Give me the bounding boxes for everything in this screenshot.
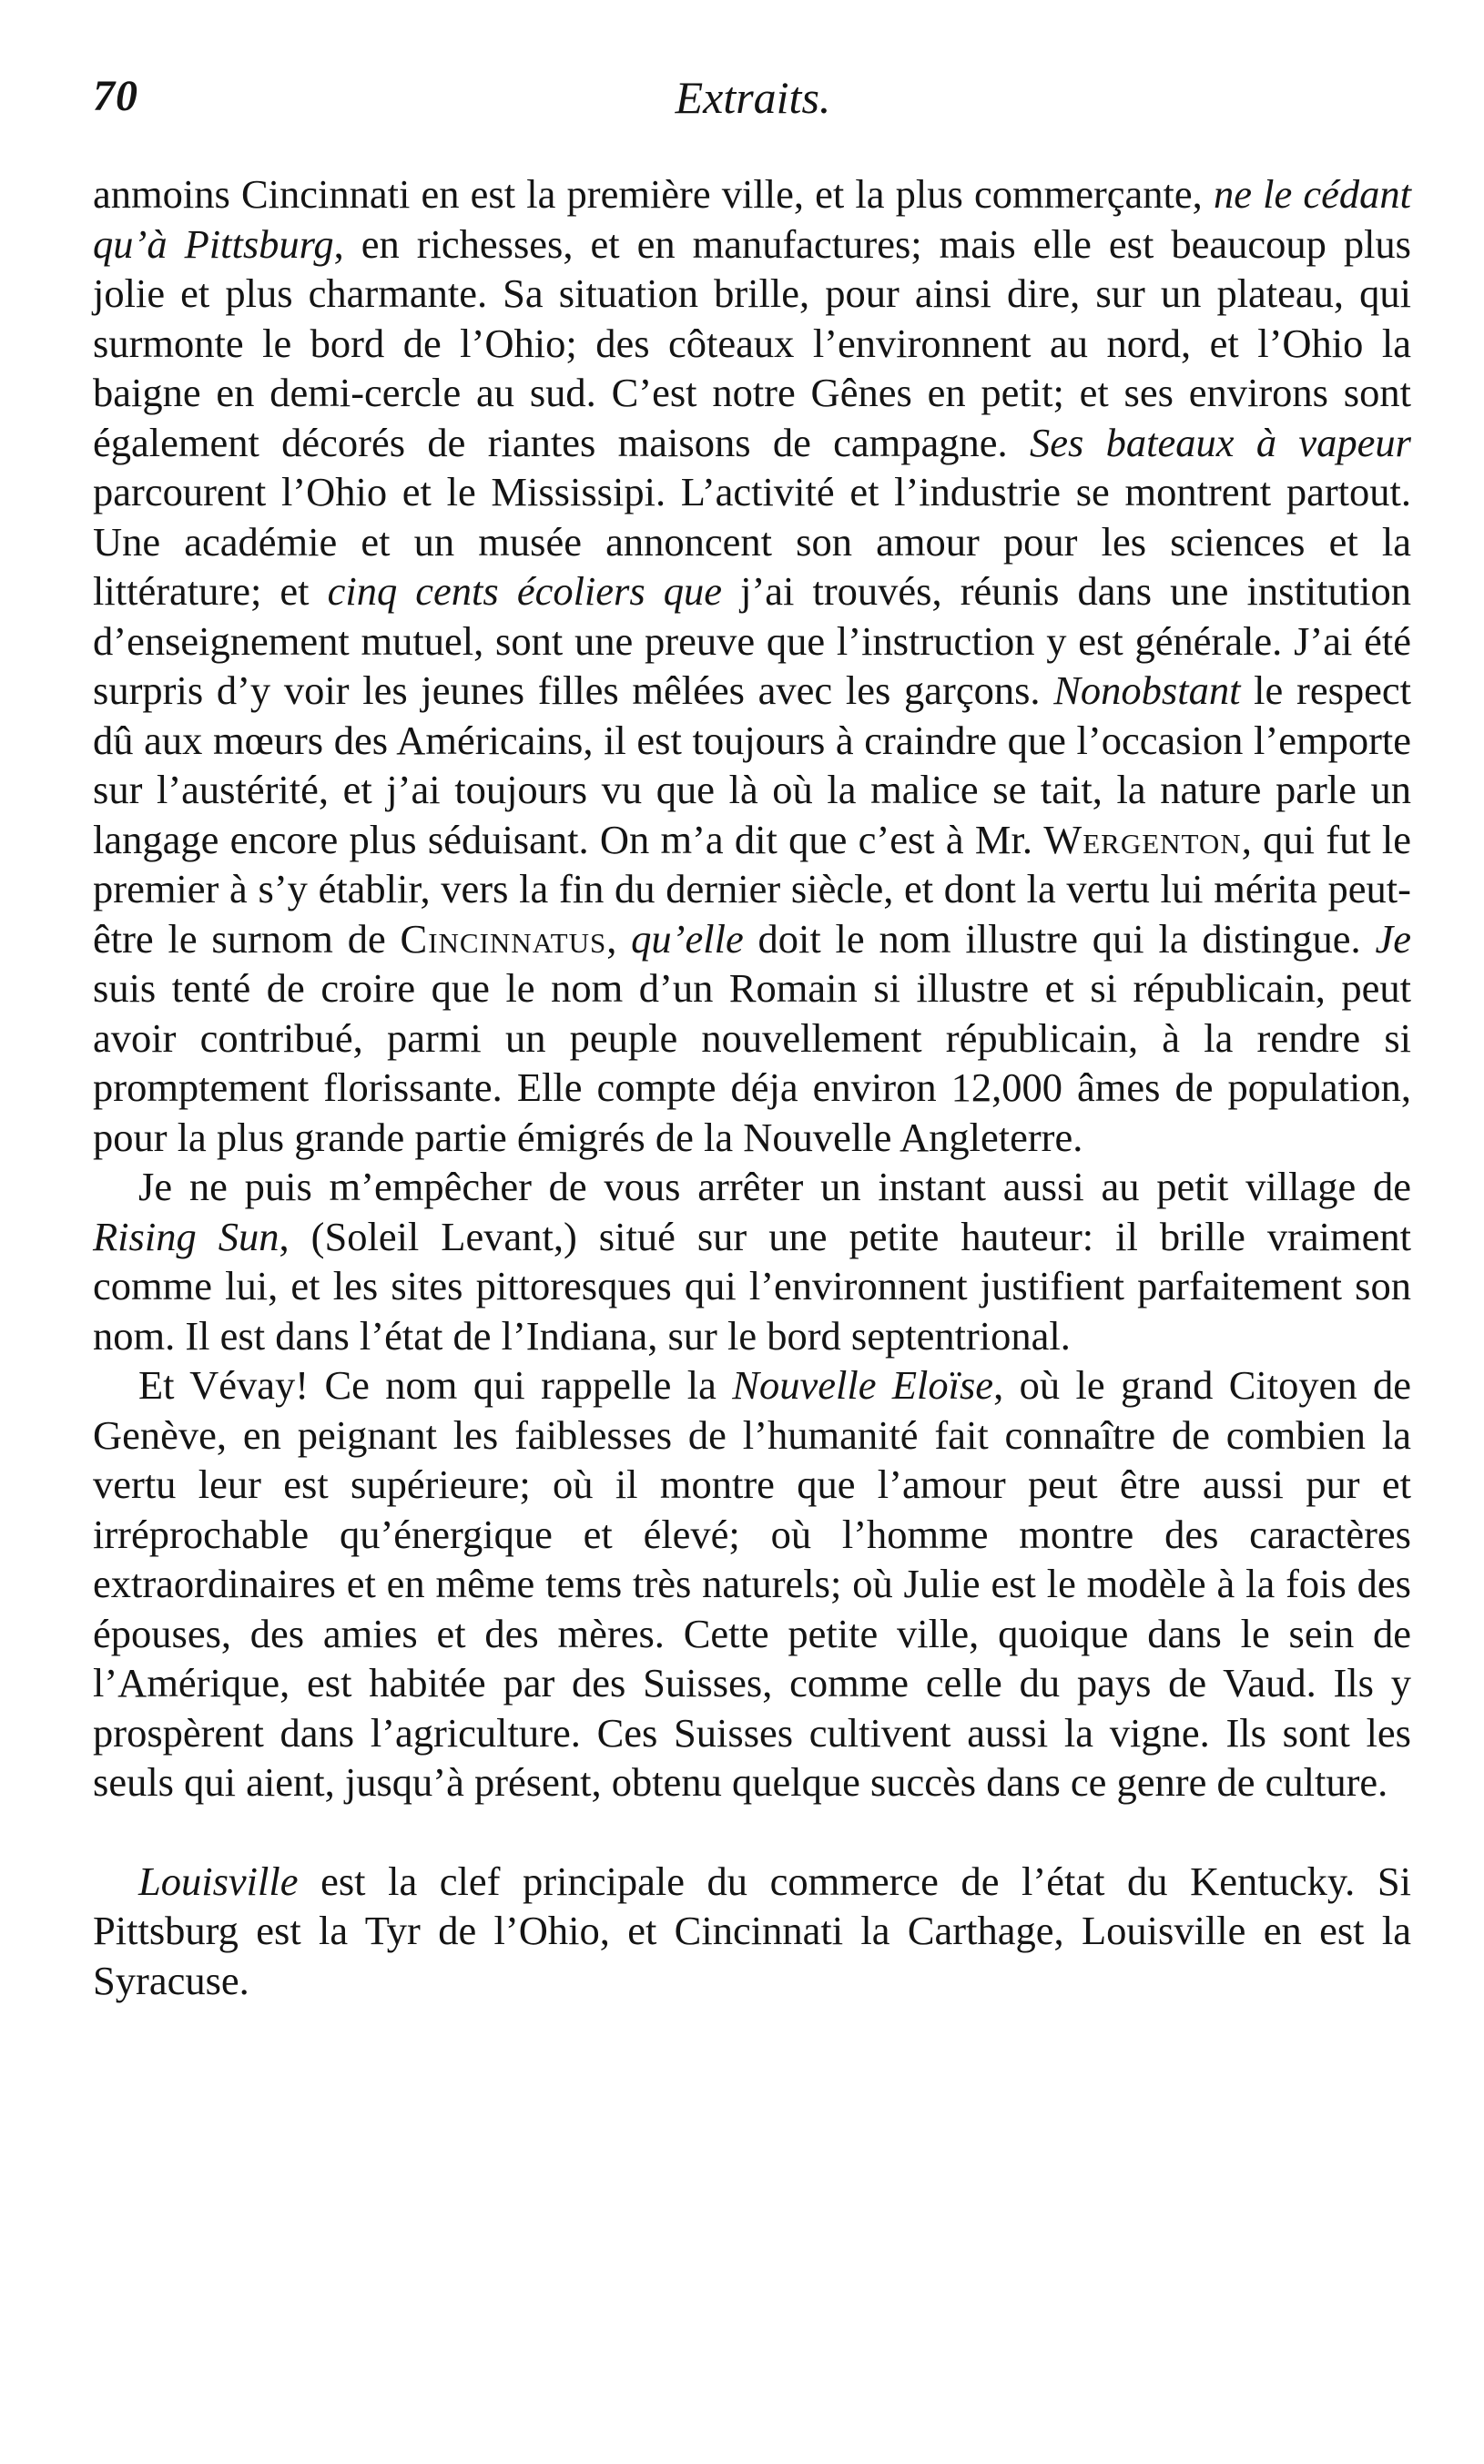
text-segment: , (Soleil Levant,) situé sur une petite hauteur: il brille vraiment comme lui, et les sites pittoresques qui l’environnent justifient parfaitement son nom. Il est dans l’état de l’Indiana, sur le bord septentrional. (93, 1213, 1412, 1359)
text-segment: , en richesses, et en manufactures; mais elle est beaucoup plus jolie et plus charmante. Sa situation brille, pour ainsi dire, sur un plateau, qui surmonte le bord de l’Ohio; des côteaux l’environnent au nord, et l’Ohio la baigne en demi-cercle au sud. C’est notre Gênes en petit; et ses environs sont également décorés de riantes maisons de campagne. (93, 220, 1412, 465)
paragraph-1 (93, 169, 1411, 1162)
text-segment: Nouvelle Eloïse (732, 1362, 994, 1408)
text-segment: ne le cédant qu’à (93, 171, 1411, 267)
text-segment: Nonobstant (1053, 667, 1241, 713)
text-segment: parcourent l’Ohio et le Mississipi. L’activité et l’industrie se montrent partout. Une académie et un musée annoncent son amour pour les sciences et la littérature; et (93, 469, 1411, 614)
running-head (93, 71, 1413, 135)
paragraph-2 (93, 1162, 1411, 1360)
text-segment: doit le nom illustre qui la distingue. (743, 915, 1376, 962)
text-segment: est la clef principale du commerce de l’état du Kentucky. Si Pittsburg est la Tyr de l’Ohio, et Cincinnati la Carthage, Louisville en est la Syracuse. (93, 1858, 1411, 2003)
text-segment: j’ai trouvés, réunis dans une institution d’enseignement mutuel, sont une preuve que l’instruction y est générale. J’ai été surpris d’y voir les jeunes filles mêlées avec les garçons. (93, 568, 1412, 713)
text-segment: Je (1375, 915, 1411, 962)
text-segment: Ses bateaux à vapeur (1030, 419, 1411, 465)
text-segment: , (606, 915, 632, 962)
text-segment: Et Vévay! Ce nom qui rappelle la (138, 1362, 733, 1408)
text-segment: anmoins Cincinnati en est la première ville, et la plus commerçante, (93, 171, 1214, 217)
text-segment: qu’elle (631, 915, 744, 962)
running-title: Extraits. (675, 72, 831, 123)
text-segment: Louisville (138, 1858, 299, 1904)
text-segment: suis tenté de croire que le nom d’un Romain si illustre et si républicain, peut avoir contribué, parmi un peuple nouvellement républicain, à la rendre si promptement florissante. Elle compte déja environ 12,000 âmes de population, pour la plus grande partie émigrés de la Nouvelle Angleterre. (93, 965, 1411, 1160)
text-segment: , où le grand Citoyen de Genève, en peignant les faiblesses de l’humanité fait connaître de combien la vertu leur est supérieure; où il montre que l’amour peut être aussi pur et irréprochable qu’énergique et élevé; où l’homme montre des caractères extraordinaires et en même tems très naturels; où Julie est le modèle à la fois des épouses, des amies et des mères. Cette petite ville, quoique dans le sein de l’Amérique, est habitée par des Suisses, comme celle du pays de Vaud. Ils y prospèrent dans l’agriculture. Ces Suisses cultivent aussi la vigne. Ils sont les seuls qui aient, jusqu’à présent, obtenu quelque succès dans ce genre de culture. (93, 1362, 1412, 1805)
text-segment: Wergenton (1043, 816, 1242, 862)
paragraph-4 (93, 1857, 1411, 2006)
text-segment: le respect dû aux mœurs des Américains, il est toujours à craindre que l’occasion l’emporte sur l’austérité, et j’ai toujours vu que là où la malice se tait, la nature parle un langage encore plus séduisant. On m’a dit que c’est à Mr. (93, 667, 1412, 862)
body-text (93, 169, 1411, 2005)
text-segment: Je ne puis m’empêcher de vous arrêter un instant aussi au petit village de (138, 1164, 1411, 1209)
text-segment: Cincinnatus (400, 915, 607, 962)
page-number: 70 (93, 72, 138, 120)
text-segment: Rising Sun (93, 1213, 280, 1259)
text-segment: , qui fut le premier à s’y établir, vers la fin du dernier siècle, et dont la vertu lui mérita peut-être le surnom de (93, 816, 1411, 962)
paragraph-gap (93, 1807, 1411, 1857)
text-segment: cinq cents écoliers que (327, 568, 723, 614)
paragraph-3 (93, 1360, 1411, 1807)
text-segment: Pittsburg (184, 220, 334, 267)
